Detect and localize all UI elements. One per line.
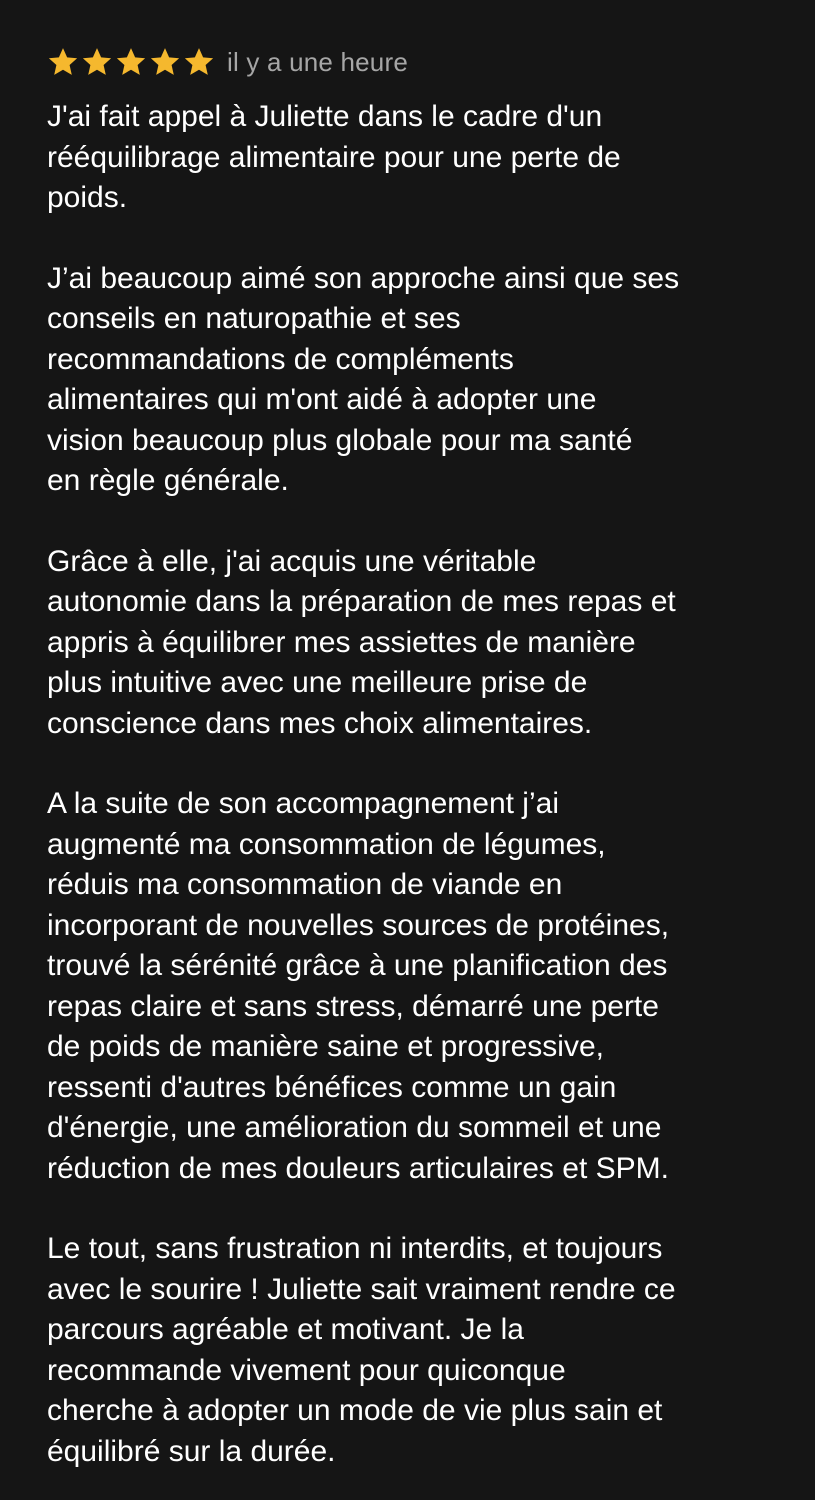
star-rating [47, 46, 215, 78]
review-card [47, 40, 802, 1472]
review-paragraph: Grâce à elle, j'ai acquis une véritable autonomie dans la préparation de mes repas et appris à équilibrer mes assiettes de manière plus intuitive avec une meilleure prise de conscience dans mes choix alimentaires. [47, 544, 676, 740]
review-body [47, 97, 802, 1472]
star-icon [115, 46, 147, 78]
star-icon [81, 46, 113, 78]
rating-row [47, 40, 802, 84]
review-paragraph: J’ai beaucoup aimé son approche ainsi que ses conseils en naturopathie et ses recommandations de compléments alimentaires qui m'ont aidé à adopter une vision beaucoup plus globale pour ma santé en règle générale. [47, 261, 680, 497]
review-timestamp: il y a une heure [227, 46, 408, 77]
star-icon [47, 46, 79, 78]
review-paragraph: Le tout, sans frustration ni interdits, et toujours avec le sourire ! Juliette sait vraiment rendre ce parcours agréable et motivant. Je la recommande vivement pour quiconque cherche à adopter un mode de vie plus sain et équilibré sur la durée. [47, 1232, 676, 1468]
review-paragraph: J'ai fait appel à Juliette dans le cadre d'un rééquilibrage alimentaire pour une perte de poids. [47, 100, 621, 214]
review-paragraph: A la suite de son accompagnement j’ai augmenté ma consommation de légumes, réduis ma consommation de viande en incorporant de nouvelles sources de protéines, trouvé la sérénité grâce à une planification des repas claire et sans stress, démarré une perte de poids de manière saine et progressive, ressenti d'autres bénéfices comme un gain d'énergie, une amélioration du sommeil et une réduction de mes douleurs articulaires et SPM. [47, 787, 670, 1185]
star-icon [149, 46, 181, 78]
star-icon [183, 46, 215, 78]
